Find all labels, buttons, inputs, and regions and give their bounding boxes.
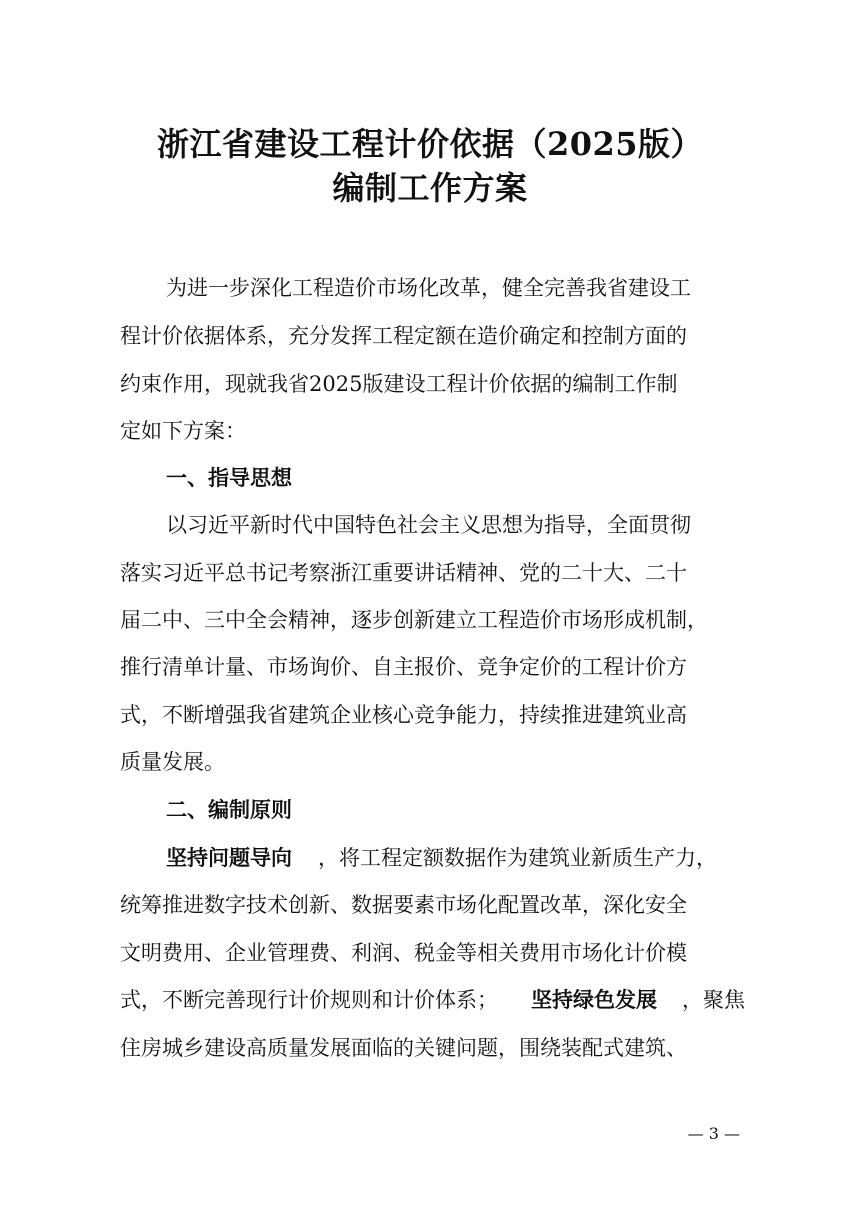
paragraph-text: 以习近平新时代中国特色社会主义思想为指导，全面贯彻: [166, 513, 691, 537]
paragraph-text: 式，不断增强我省建筑企业核心竞争能力，持续推进建筑业高: [120, 703, 687, 727]
section-1-paragraph-line: [0, 695, 860, 735]
paragraph-text: 落实习近平总书记考察浙江重要讲话精神、党的二十大、二十: [120, 561, 687, 585]
paragraph-text: 推行清单计量、市场询价、自主报价、竞争定价的工程计价方: [120, 655, 687, 679]
paragraph-text: 住房城乡建设高质量发展面临的关键问题，围绕装配式建筑、: [120, 1036, 687, 1060]
section-1-paragraph-line: [0, 505, 860, 545]
section-2-paragraph-line: [0, 933, 860, 973]
section-2-paragraph-line: [0, 838, 860, 878]
page-number: — 3 —: [687, 1124, 740, 1143]
intro-paragraph-line: [0, 364, 860, 404]
paragraph-text: 质量发展。: [120, 750, 225, 774]
paragraph-text: 定如下方案：: [120, 419, 246, 443]
paragraph-text: ，聚焦: [682, 988, 745, 1012]
paragraph-text: 统筹推进数字技术创新、数据要素市场化配置改革，深化安全: [120, 893, 687, 917]
paragraph-text: 约束作用，现就我省2025版建设工程计价依据的编制工作制: [120, 372, 678, 396]
section-2-paragraph-line: [0, 1028, 860, 1068]
paragraph-text: 式，不断完善现行计价规则和计价体系；: [120, 988, 498, 1012]
paragraph-text: 届二中、三中全会精神，逐步创新建立工程造价市场形成机制，: [120, 608, 708, 632]
intro-paragraph-line: [0, 268, 860, 308]
section-1-paragraph-line: [0, 600, 860, 640]
section-1-paragraph-line: [0, 553, 860, 593]
section-heading-compilation-principles: 二、编制原则: [166, 798, 292, 822]
paragraph-text: ，将工程定额数据作为建筑业新质生产力，: [318, 846, 717, 870]
intro-paragraph-line: [0, 316, 860, 356]
intro-paragraph-line: [0, 411, 860, 451]
bold-principle-problem-oriented: 坚持问题导向: [166, 846, 292, 870]
paragraph-text: 为进一步深化工程造价市场化改革，健全完善我省建设工: [166, 276, 691, 300]
bold-principle-green-development: 坚持绿色发展: [531, 988, 657, 1012]
document-title-line-2: 编制工作方案: [332, 169, 528, 207]
section-2-paragraph-line: [0, 885, 860, 925]
section-heading-guiding-ideology: 一、指导思想: [166, 466, 292, 490]
paragraph-text: 文明费用、企业管理费、利润、税金等相关费用市场化计价模: [120, 941, 687, 965]
document-title-line-1: 浙江省建设工程计价依据（2025版）: [156, 125, 704, 163]
section-1-paragraph-line: [0, 647, 860, 687]
paragraph-text: 程计价依据体系，充分发挥工程定额在造价确定和控制方面的: [120, 324, 687, 348]
section-1-paragraph-line: [0, 742, 860, 782]
section-2-paragraph-line: [0, 980, 860, 1020]
